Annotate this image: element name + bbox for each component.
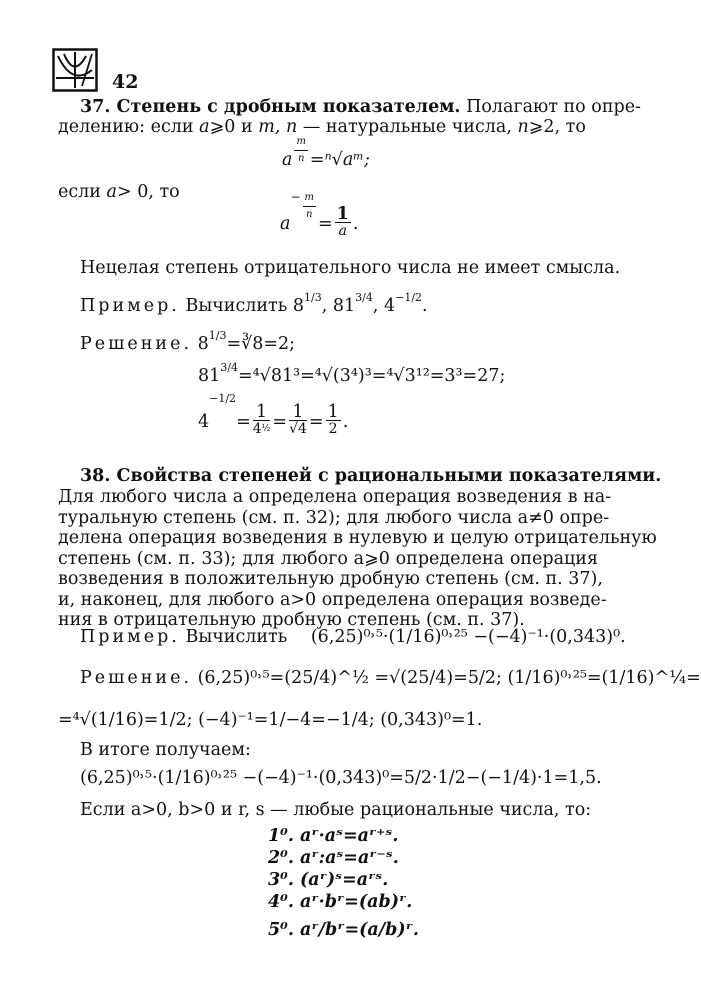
equals: = xyxy=(236,412,251,432)
exp-minus: − xyxy=(290,190,301,204)
properties-intro: Если a>0, b>0 и r, s — любые рациональные числа, то: xyxy=(80,800,592,820)
var-n: n xyxy=(517,117,529,137)
exp-den: n xyxy=(306,209,313,220)
paragraph-line: степень (см. п. 33); для любого a⩾0 определена операция xyxy=(58,548,598,569)
solution-rhs: =∛8=2; xyxy=(226,334,296,354)
result-intro: В итоге получаем: xyxy=(80,740,251,760)
example-item: 4 xyxy=(383,296,396,316)
example-38 xyxy=(80,627,626,647)
condition-a-positive xyxy=(58,182,180,202)
solution-38-line2: =⁴√(1/16)=1/2; (−4)⁻¹=1/−4=−1/4; (0,343)⁰=1. xyxy=(58,710,483,730)
frac-den: a xyxy=(338,223,347,239)
section-37-intro: Полагают по опре- xyxy=(466,97,641,117)
frac-den: √4 xyxy=(289,421,307,437)
formula-fractional-power xyxy=(282,134,370,170)
paragraph-line: туральную степень (см. п. 32); для любого числа a≠0 опре- xyxy=(58,507,610,528)
solution-37-line1 xyxy=(80,329,296,356)
solution-37-line3: $4^{-1/2}=$ $\frac{1}{4^{\frac{1}{2}}}$ = $\frac{1}{√4}$ = $\frac{1}{2}$ . xyxy=(198,392,349,437)
text-segment: делению: если xyxy=(58,117,194,137)
paragraph-line: Для любого числа a определена операция возведения в на- xyxy=(58,487,612,507)
property-4: 4⁰. aʳ·bʳ=(ab)ʳ. xyxy=(268,892,413,912)
solution-base: 81 xyxy=(198,366,221,386)
property-2: 2⁰. aʳ:aˢ=aʳ⁻ˢ. xyxy=(268,848,399,868)
frac-den: 2 xyxy=(328,421,338,437)
solution-base: 4 xyxy=(198,412,210,432)
frac-num: 1 xyxy=(327,402,339,422)
section-38-title: 38. Свойства степеней с рациональными показателями. xyxy=(80,466,662,486)
example-item: 81 xyxy=(332,296,356,316)
example-text: Вычислить xyxy=(185,627,288,647)
text-segment: если xyxy=(58,182,101,202)
note-negative-base: Нецелая степень отрицательного числа не имеет смысла. xyxy=(80,258,621,278)
example-item: 8 xyxy=(292,296,304,316)
var-a: a xyxy=(199,117,210,137)
solution-exp: 1/3 xyxy=(208,329,227,342)
example-exp: 1/3 xyxy=(304,291,322,304)
frac-num: 1 xyxy=(253,404,271,421)
result-expression: (6,25)⁰˒⁵·(1/16)⁰˒²⁵ −(−4)⁻¹·(0,343)⁰=5/2·1/2−(−1/4)·1=1,5. xyxy=(80,768,602,788)
text-segment: > 0, то xyxy=(116,182,180,202)
paragraph-line: возведения в положительную дробную степень (см. п. 37), xyxy=(58,569,603,589)
equals: = xyxy=(308,412,324,432)
var-n: n xyxy=(285,117,298,137)
solution-38-line1 xyxy=(80,668,701,688)
formula-rhs: =ⁿ√aᵐ; xyxy=(309,150,370,170)
page-number: 42 xyxy=(112,71,139,93)
example-label: Пример. xyxy=(80,627,180,647)
section-37-title: 37. Степень с дробным показателем. xyxy=(80,97,461,117)
example-exp: 3/4 xyxy=(355,291,373,304)
var-m: m, xyxy=(258,117,281,137)
exp-den: n xyxy=(297,153,305,164)
section-38-paragraph xyxy=(58,487,657,631)
exp-num: m xyxy=(303,190,316,207)
property-5: 5⁰. aʳ/bʳ=(a/b)ʳ. xyxy=(268,920,419,940)
formula-base: a xyxy=(280,214,291,234)
period: . xyxy=(342,412,349,432)
formula-negative-fractional-power xyxy=(280,190,359,239)
solution-label: Решение. xyxy=(80,668,193,688)
paragraph-line: и, наконец, для любого a>0 определена операция возведе- xyxy=(58,589,607,610)
solution-37-line2 xyxy=(198,361,506,388)
example-text: Вычислить xyxy=(185,296,288,316)
text-segment: ⩾2, то xyxy=(528,117,586,137)
section-37-line1 xyxy=(80,97,641,117)
solution-label: Решение. xyxy=(80,334,193,354)
paragraph-line: делена операция возведения в нулевую и целую отрицательную xyxy=(58,528,657,548)
example-label: Пример. xyxy=(80,296,180,316)
example-expression: (6,25)⁰˒⁵·(1/16)⁰˒²⁵ −(−4)⁻¹·(0,343)⁰. xyxy=(310,627,626,647)
solution-rhs: =⁴√81³=⁴√(3⁴)³=⁴√3¹²=3³=27; xyxy=(237,366,506,386)
text-segment: — натуральные числа, xyxy=(302,117,512,137)
frac-num: 1 xyxy=(336,204,349,224)
frac-num: 1 xyxy=(289,404,307,421)
solution-exp: 3/4 xyxy=(220,361,238,374)
example-exp: −1/2 xyxy=(395,291,423,304)
formula-base: a xyxy=(282,150,293,170)
exp-num: m xyxy=(294,134,307,151)
solution-expression: (6,25)⁰˒⁵=(25/4)^½ =√(25/4)=5/2; (1/16)⁰˒²⁵=(1/16)^¼= xyxy=(197,668,701,688)
property-1: 1⁰. aʳ·aˢ=aʳ⁺ˢ. xyxy=(268,826,399,846)
example-37: Пример. Вычислить $8^{1/3}$, $81^{3/4}$, $4^{-1/2}$. xyxy=(80,291,428,316)
graph-logo-icon xyxy=(52,48,98,92)
equals: = xyxy=(317,214,333,234)
solution-exp: −1/2 xyxy=(209,392,237,405)
property-3: 3⁰. (aʳ)ˢ=aʳˢ. xyxy=(268,870,389,890)
var-a: a xyxy=(106,182,117,202)
period: . xyxy=(352,214,359,234)
text-segment: ⩾0 и xyxy=(209,117,253,137)
paragraph-line: ния в отрицательную дробную степень (см. п. 37). xyxy=(58,610,525,630)
solution-base: 8 xyxy=(197,334,209,354)
equals: = xyxy=(272,412,288,432)
